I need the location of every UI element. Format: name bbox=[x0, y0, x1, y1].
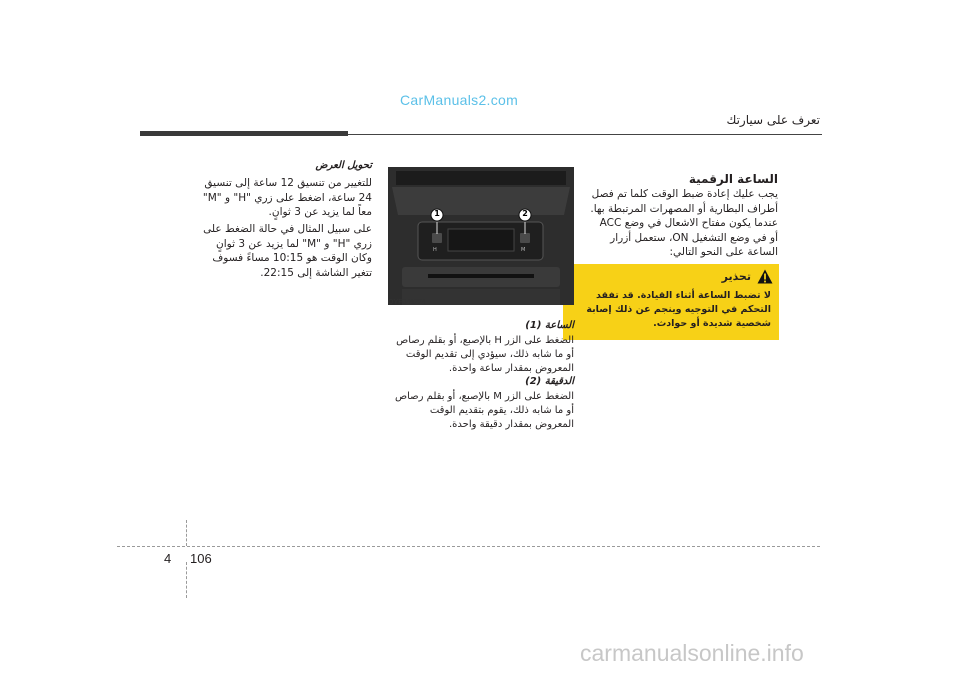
callout-1: 1 bbox=[434, 209, 440, 218]
hour-paragraph: الضغط على الزر H بالإصبع، أو بقلم رصاص أو ما شابه ذلك، سيؤدي إلى تقديم الوقت المعروض بمقدار ساعة واحدة. bbox=[396, 335, 574, 374]
clock-illustration bbox=[388, 167, 574, 305]
caution-title: تحذير bbox=[721, 270, 751, 283]
footer-divider-top bbox=[186, 520, 187, 546]
digital-clock-heading: الساعة الرقمية bbox=[688, 172, 778, 186]
page-number: 106 bbox=[190, 551, 212, 566]
footer-rule bbox=[117, 546, 820, 547]
watermark-top: CarManuals2.com bbox=[400, 92, 519, 108]
chapter-number: 4 bbox=[164, 551, 172, 566]
warning-triangle-icon bbox=[757, 269, 773, 284]
clock-figure bbox=[388, 167, 574, 305]
button-m-label: M bbox=[521, 247, 526, 253]
hour-heading: الساعة (1) bbox=[525, 320, 574, 331]
caution-text: لا تضبط الساعة أثناء القيادة. قد تفقد التحكم في التوجيه وينجم عن ذلك إصابة شخصية شديدة أو حوادث. bbox=[586, 290, 771, 329]
digital-clock-paragraph: يجب عليك إعادة ضبط الوقت كلما تم فصل أطراف البطارية أو المصهرات المرتبطة بها. عندما يكون مفتاح الاشعال في وضع ACC أو في وضع التشغيل ON، ستعمل أزرار الساعة على النحو التالي: bbox=[590, 188, 778, 259]
button-h-label: H bbox=[433, 247, 437, 253]
header-rule-accent bbox=[140, 131, 348, 136]
watermark-bottom: carmanualsonline.info bbox=[580, 640, 804, 666]
callout-2: 2 bbox=[522, 209, 528, 218]
display-conversion-paragraph-2: على سبيل المثال في حالة الضغط على زري "H" و "M" لما يزيد عن 3 ثوانٍ وكان الوقت هو 10:15 مساءً فسوف تتغير الشاشة إلى 22:15. bbox=[203, 223, 372, 279]
footer-divider-bottom bbox=[186, 562, 187, 598]
display-conversion-heading: تحويل العرض bbox=[315, 160, 372, 171]
running-header-title: تعرف على سيارتك bbox=[726, 113, 820, 127]
figure-label: OYF049224 bbox=[388, 299, 426, 306]
caution-box bbox=[563, 264, 779, 340]
minute-heading: الدقيقة (2) bbox=[525, 376, 574, 387]
minute-paragraph: الضغط على الزر M بالإصبع، أو بقلم رصاص أو ما شابه ذلك، يقوم بتقديم الوقت المعروض بمقدار دقيقة واحدة. bbox=[395, 391, 574, 430]
display-conversion-paragraph-1: للتغيير من تنسيق 12 ساعة إلى تنسيق 24 ساعة، اضغط على زري "H" و "M" معاً لما يزيد عن 3 ثوانٍ. bbox=[202, 177, 372, 219]
